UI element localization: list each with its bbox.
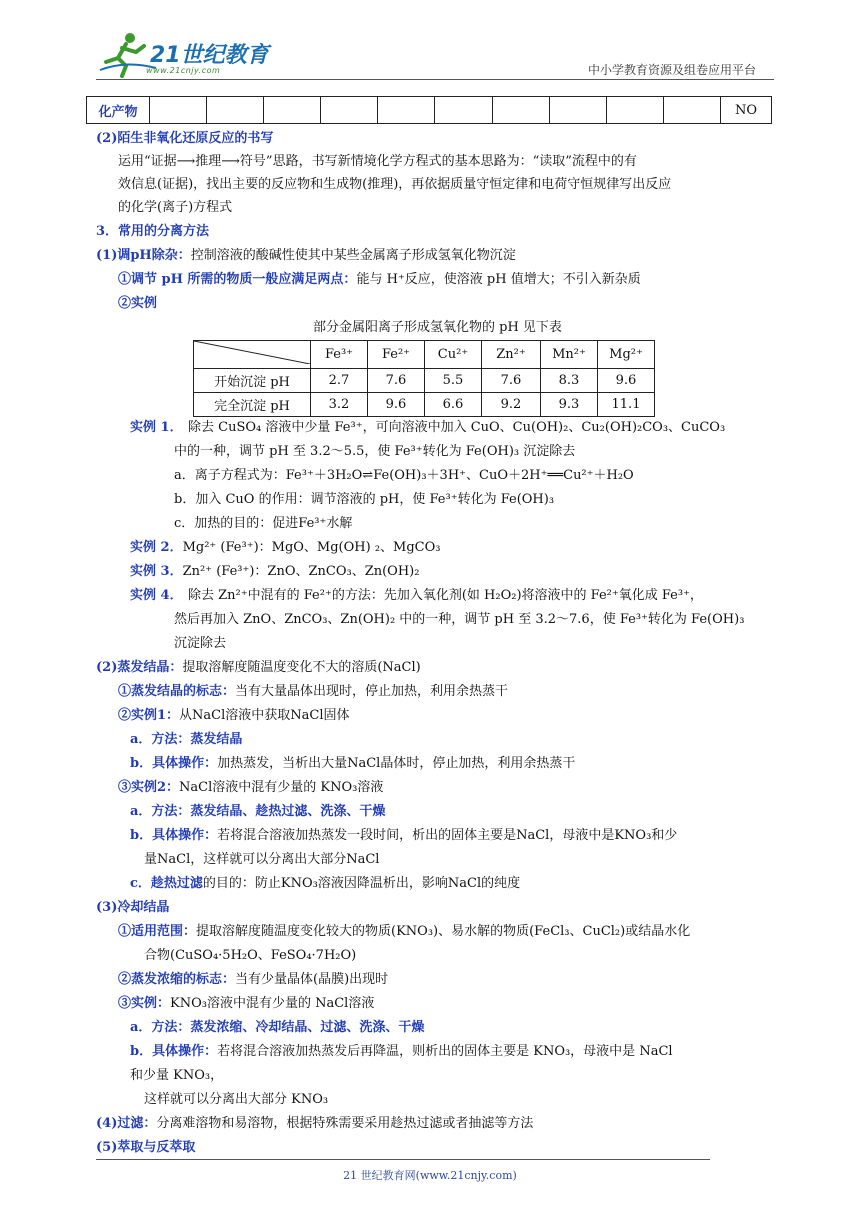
logo-text: 21世纪教育	[150, 43, 269, 68]
table-cell: 9.3	[541, 393, 598, 417]
item-text: 当有大量晶体出现时，停止加热，利用余热蒸干	[235, 684, 509, 699]
table-cell: NO	[721, 97, 772, 124]
table-cell: 7.6	[482, 369, 541, 393]
column-header: Fe³⁺	[311, 341, 368, 369]
item-label: ③实例2：	[118, 780, 180, 795]
table-row	[194, 369, 655, 393]
item-text: 从NaCl溶液中获取NaCl固体	[179, 708, 350, 723]
item-label: (4)过滤：	[96, 1116, 157, 1131]
item-text: 能与 H⁺反应，使溶液 pH 值增大；不引入新杂质	[356, 272, 641, 287]
paragraph-line: a．离子方程式为：Fe³⁺＋3H₂O⇌Fe(OH)₃＋3H⁺、CuO＋2H⁺══Cu²⁺＋H₂O	[174, 468, 634, 483]
table-cell: 9.6	[368, 393, 425, 417]
item-text: Zn²⁺ (Fe³⁺)：ZnO、ZnCO₃、Zn(OH)₂	[182, 564, 420, 579]
item-label: ②实例	[118, 296, 158, 311]
item-text: 分离难溶物和易溶物，根据特殊需要采用趁热过滤或者抽滤等方法	[156, 1116, 534, 1131]
paragraph-line: 除去 CuSO₄ 溶液中少量 Fe³⁺，可向溶液中加入 CuO、Cu(OH)₂、Cu₂(OH)₂CO₃、CuCO₃	[188, 420, 726, 435]
column-header: Cu²⁺	[425, 341, 482, 369]
table-cell	[606, 97, 663, 124]
item-label: a．方法：蒸发结晶、趁热过滤、洗涤、干燥	[130, 804, 386, 819]
table-cell: 9.2	[482, 393, 541, 417]
table-cell: 7.6	[368, 369, 425, 393]
table-cell: 8.3	[541, 369, 598, 393]
item-label: c．趁热过滤	[130, 876, 203, 891]
paragraph-line: 和少量 KNO₃，	[130, 1068, 224, 1083]
ph-table	[193, 340, 655, 417]
example-label: 实例 1．	[130, 420, 183, 435]
item-label: (1)调pH除杂：	[96, 248, 191, 263]
item-text: NaCl溶液中混有少量的 KNO₃溶液	[179, 780, 384, 795]
section-heading: (3)冷却结晶	[96, 900, 170, 915]
item-text: 控制溶液的酸碱性使其中某些金属离子形成氢氧化物沉淀	[190, 248, 516, 263]
item-text: 提取溶解度随温度变化较大的物质(KNO₃)、易水解的物质(FeCl₃、CuCl₂)或结晶水化	[196, 924, 691, 939]
logo-url: www.21cnjy.com	[146, 66, 221, 75]
item-label: ①蒸发结晶的标志：	[118, 684, 236, 699]
table-cell: 11.1	[598, 393, 655, 417]
table-cell	[492, 97, 549, 124]
item-label: a．方法：蒸发浓缩、冷却结晶、过滤、洗涤、干燥	[130, 1020, 425, 1035]
table-cell	[378, 97, 435, 124]
paragraph-line: c．加热的目的：促进Fe³⁺水解	[174, 516, 353, 531]
table-cell: 9.6	[598, 369, 655, 393]
platform-label: 中小学教育资源及组卷应用平台	[587, 63, 756, 77]
table-cell: 2.7	[311, 369, 368, 393]
item-text: 的目的：防止KNO₃溶液因降温析出，影响NaCl的纯度	[202, 876, 521, 891]
item-text: 若将混合溶液加热蒸发一段时间，析出的固体主要是NaCl，母液中是KNO₃和少	[217, 828, 678, 843]
paragraph-line: 效信息(证据)，找出主要的反应物和生成物(推理)，再依据质量守恒定律和电荷守恒规律写出反应	[118, 177, 672, 192]
table-cell	[321, 97, 378, 124]
table-cell: 化产物	[87, 97, 150, 124]
table-caption: 部分金属阳离子形成氢氧化物的 pH 见下表	[313, 320, 562, 335]
item-label: b．具体操作：	[130, 828, 218, 843]
table-cell	[264, 97, 321, 124]
paragraph-line: 中的一种，调节 pH 至 3.2～5.5，使 Fe³⁺转化为 Fe(OH)₃ 沉淀除去	[174, 444, 576, 459]
table-cell: 6.6	[425, 393, 482, 417]
header-divider	[96, 79, 774, 80]
row-label: 开始沉淀 pH	[194, 369, 311, 393]
table-header-row	[194, 341, 655, 369]
paragraph-line: 合物(CuSO₄·5H₂O、FeSO₄·7H₂O)	[144, 948, 357, 963]
column-header: Zn²⁺	[482, 341, 541, 369]
example-label: 实例 3．	[130, 564, 183, 579]
paragraph-line: 的化学(离子)方程式	[118, 200, 233, 215]
table-cell	[150, 97, 207, 124]
table-cell	[663, 97, 720, 124]
item-label: b．具体操作：	[130, 1044, 218, 1059]
paragraph-line: 除去 Zn²⁺中混有的 Fe²⁺的方法：先加入氧化剂(如 H₂O₂)将溶液中的 Fe²⁺氧化成 Fe³⁺，	[188, 588, 703, 603]
example-label: 实例 2．	[130, 540, 183, 555]
top-table	[86, 96, 772, 124]
footer-divider	[96, 1159, 710, 1160]
item-label: ①调节 pH 所需的物质一般应满足两点：	[118, 272, 357, 287]
item-text: KNO₃溶液中混有少量的 NaCl溶液	[170, 996, 375, 1011]
table-row	[194, 393, 655, 417]
item-label: ②实例1：	[118, 708, 180, 723]
table-cell	[435, 97, 492, 124]
item-text: 提取溶解度随温度变化不大的溶质(NaCl)	[182, 660, 421, 675]
item-label: ③实例：	[118, 996, 171, 1011]
paragraph-line: 运用“证据⟶推理⟶符号”思路，书写新情境化学方程式的基本思路为：“读取”流程中的有	[118, 154, 637, 169]
item-label: b．具体操作：	[130, 756, 218, 771]
item-label: a．方法：蒸发结晶	[130, 732, 243, 747]
example-label: 实例 4．	[130, 588, 183, 603]
table-cell: 5.5	[425, 369, 482, 393]
item-text: Mg²⁺ (Fe³⁺)：MgO、Mg(OH) ₂、MgCO₃	[182, 540, 441, 555]
footer-text: 21 世纪教育网(www.21cnjy.com)	[343, 1169, 517, 1182]
row-label: 完全沉淀 pH	[194, 393, 311, 417]
diagonal-header-cell	[194, 341, 311, 369]
page-header	[0, 0, 860, 90]
paragraph-line: 这样就可以分离出大部分 KNO₃	[144, 1092, 329, 1107]
table-row	[87, 97, 772, 124]
paragraph-line: b．加入 CuO 的作用：调节溶液的 pH，使 Fe³⁺转化为 Fe(OH)₃	[174, 492, 555, 507]
paragraph-line: 沉淀除去	[174, 636, 227, 651]
table-cell	[207, 97, 264, 124]
item-label: ②蒸发浓缩的标志：	[118, 972, 236, 987]
item-label: ①适用范围：	[118, 924, 197, 939]
item-text: 当有少量晶体(晶膜)出现时	[235, 972, 389, 987]
table-cell	[549, 97, 606, 124]
item-text: 若将混合溶液加热蒸发后再降温，则析出的固体主要是 KNO₃，母液中是 NaCl	[217, 1044, 673, 1059]
section-heading: 3．常用的分离方法	[96, 224, 210, 239]
section-heading: (5)萃取与反萃取	[96, 1140, 196, 1155]
paragraph-line: 然后再加入 ZnO、ZnCO₃、Zn(OH)₂ 中的一种，调节 pH 至 3.2～7.6，使 Fe³⁺转化为 Fe(OH)₃	[174, 612, 745, 627]
item-text: 加热蒸发，当析出大量NaCl晶体时，停止加热，利用余热蒸干	[217, 756, 576, 771]
column-header: Mg²⁺	[598, 341, 655, 369]
diagonal-line-icon	[194, 341, 310, 364]
column-header: Mn²⁺	[541, 341, 598, 369]
item-label: (2)蒸发结晶：	[96, 660, 183, 675]
paragraph-line: 量NaCl，这样就可以分离出大部分NaCl	[144, 852, 380, 867]
section-heading: (2)陌生非氧化还原反应的书写	[96, 131, 274, 146]
column-header: Fe²⁺	[368, 341, 425, 369]
table-cell: 3.2	[311, 393, 368, 417]
